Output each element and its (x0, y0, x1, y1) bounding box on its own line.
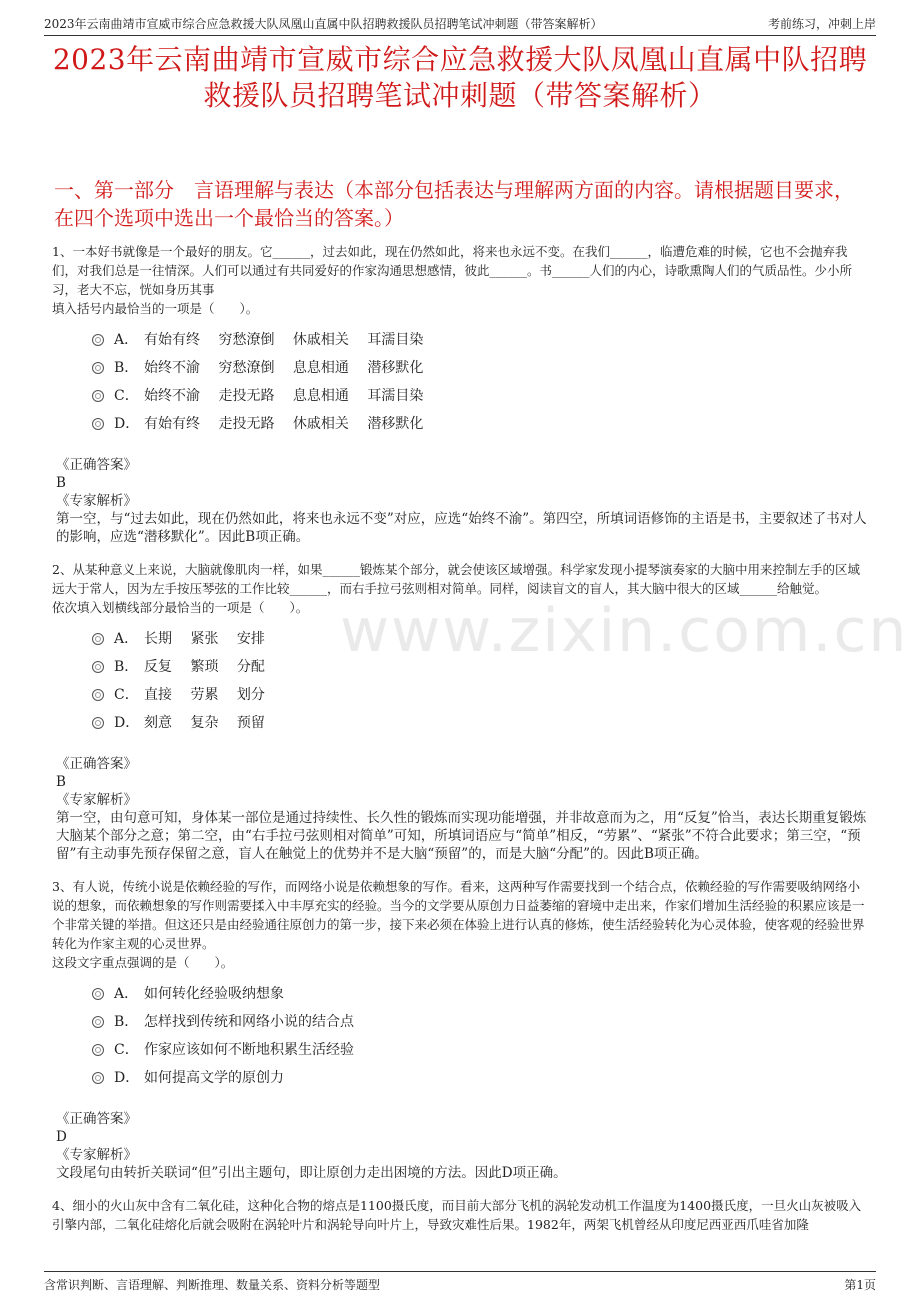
answer-block (56, 456, 868, 546)
option-letter: C． (114, 387, 139, 404)
page-footer (44, 1271, 876, 1294)
option-text: 有始有终 穷愁潦倒 休戚相关 耳濡目染 (144, 331, 424, 348)
answer-block (56, 1110, 868, 1182)
radio-icon[interactable] (92, 689, 104, 701)
option-b[interactable] (92, 354, 868, 382)
radio-icon[interactable] (92, 633, 104, 645)
answer-label: 《正确答案》 (56, 756, 137, 772)
radio-icon[interactable] (92, 661, 104, 673)
radio-icon[interactable] (92, 334, 104, 346)
option-c[interactable] (92, 1036, 868, 1064)
question-prompt: 填入括号内最恰当的一项是（ ）。 (52, 301, 259, 316)
option-d[interactable] (92, 410, 868, 438)
option-d[interactable] (92, 709, 868, 737)
option-text: 直接 劳累 划分 (144, 686, 265, 703)
option-letter: D． (114, 415, 140, 432)
option-c[interactable] (92, 681, 868, 709)
option-text: 如何提高文学的原创力 (144, 1069, 284, 1086)
question-text: 1、一本好书就像是一个最好的朋友。它______，过去如此，现在仍然如此，将来也永远不变。在我们______，临遭危难的时候，它也不会抛弃我们，对我们总是一往情深。人们可以通过有共同爱好的作家沟通思想感情，彼此______。书______人们的内心，诗歌熏陶人们的气质品性。少小所习，老大不忘，恍如身历其事 (52, 244, 853, 297)
question-3 (52, 877, 868, 1182)
option-d[interactable] (92, 1064, 868, 1092)
option-text: 始终不渝 穷愁潦倒 息息相通 潜移默化 (144, 359, 424, 376)
page-number: 第1页 (844, 1277, 876, 1292)
radio-icon[interactable] (92, 390, 104, 402)
answer-block (56, 755, 868, 863)
analysis-text: 第一空，由句意可知，身体某一部位是通过持续性、长久性的锻炼而实现功能增强，并非故意而为之，用“反复”恰当，表达长期重复锻炼大脑某个部分之意；第二空，由“右手拉弓弦则相对简单”可知，所填词语应与“简单”相反，“劳累”、“紧张”不符合此要求；第三空，“预留”有主动事先预存保留之意，盲人在触觉上的优势并不是大脑“预留”的，而是大脑“分配”的。因此B项正确。 (56, 810, 867, 862)
option-letter: A． (114, 985, 139, 1002)
radio-icon[interactable] (92, 988, 104, 1000)
analysis-text: 第一空，与“过去如此，现在仍然如此，将来也永远不变”对应，应选“始终不渝”。第四空，所填词语修饰的主语是书，主要叙述了书对人的影响，应选“潜移默化”。因此B项正确。 (56, 511, 867, 545)
option-letter: B． (114, 1013, 139, 1030)
options-list (92, 326, 868, 438)
question-text: 2、从某种意义上来说，大脑就像肌肉一样，如果______锻炼某个部分，就会使该区域增强。科学家发现小提琴演奏家的大脑中用来控制左手的区域远大于常人，因为左手按压琴弦的工作比较______，而右手拉弓弦则相对简单。同样，阅读盲文的盲人，其大脑中很大的区域______给触觉。 (52, 562, 860, 596)
option-text: 怎样找到传统和网络小说的结合点 (144, 1013, 354, 1030)
question-4 (52, 1196, 868, 1234)
option-text: 有始有终 走投无路 休戚相关 潜移默化 (144, 415, 424, 432)
question-text: 4、细小的火山灰中含有二氧化硅，这种化合物的熔点是1100摄氏度，而目前大部分飞机的涡轮发动机工作温度为1400摄氏度，一旦火山灰被吸入引擎内部，二氧化硅熔化后就会吸附在涡轮叶片和涡轮导向叶片上，导致灾难性后果。1982年，两架飞机曾经从印度尼西亚西爪哇省加隆 (52, 1198, 862, 1232)
option-text: 刻意 复杂 预留 (144, 714, 265, 731)
page-header (44, 10, 876, 36)
answer-label: 《正确答案》 (56, 1111, 137, 1127)
footer-left-text: 含常识判断、言语理解、判断推理、数量关系、资料分析等题型 (44, 1277, 381, 1292)
answer-value: B (56, 774, 66, 790)
question-prompt: 这段文字重点强调的是（ ）。 (52, 955, 234, 970)
answer-value: B (56, 475, 66, 491)
option-text: 反复 繁琐 分配 (144, 658, 265, 675)
option-a[interactable] (92, 980, 868, 1008)
option-letter: D． (114, 1069, 140, 1086)
header-left-text: 2023年云南曲靖市宣威市综合应急救援大队凤凰山直属中队招聘救援队员招聘笔试冲刺题（带答案解析） (44, 17, 603, 31)
option-text: 如何转化经验吸纳想象 (144, 985, 284, 1002)
option-a[interactable] (92, 326, 868, 354)
option-letter: C． (114, 1041, 139, 1058)
answer-value: D (56, 1129, 67, 1145)
option-text: 长期 紧张 安排 (144, 630, 265, 647)
radio-icon[interactable] (92, 418, 104, 430)
question-1 (52, 242, 868, 546)
options-list (92, 980, 868, 1092)
radio-icon[interactable] (92, 1072, 104, 1084)
analysis-text: 文段尾句由转折关联词“但”引出主题句，即让原创力走出困境的方法。因此D项正确。 (56, 1165, 567, 1181)
option-b[interactable] (92, 653, 868, 681)
option-c[interactable] (92, 382, 868, 410)
question-text: 3、有人说，传统小说是依赖经验的写作，而网络小说是依赖想象的写作。看来，这两种写作需要找到一个结合点，依赖经验的写作需要吸纳网络小说的想象，而依赖想象的写作则需要揉入中丰厚充实的经验。当今的文学要从原创力日益萎缩的窘境中走出来，作家们增加生活经验的积累应该是一个非常关键的举措。但这还只是由经验通往原创力的第一步，接下来必须在体验上进行认真的修炼，使生活经验转化为心灵体验，使客观的经验世界转化为作家主观的心灵世界。 (52, 879, 865, 951)
watermark: www.zixin.com.cn (340, 596, 909, 666)
document-title: 2023年云南曲靖市宣威市综合应急救援大队凤凰山直属中队招聘救援队员招聘笔试冲刺题（带答案解析） (52, 43, 868, 112)
option-b[interactable] (92, 1008, 868, 1036)
option-letter: B． (114, 658, 139, 675)
content (52, 242, 868, 1248)
option-letter: B． (114, 359, 139, 376)
options-list (92, 625, 868, 737)
option-letter: D． (114, 714, 140, 731)
option-letter: A． (114, 630, 139, 647)
question-2 (52, 560, 868, 863)
radio-icon[interactable] (92, 362, 104, 374)
analysis-label: 《专家解析》 (56, 792, 137, 808)
option-letter: C． (114, 686, 139, 703)
radio-icon[interactable] (92, 717, 104, 729)
analysis-label: 《专家解析》 (56, 493, 137, 509)
analysis-label: 《专家解析》 (56, 1147, 137, 1163)
section-heading: 一、第一部分 言语理解与表达（本部分包括表达与理解两方面的内容。请根据题目要求，在四个选项中选出一个最恰当的答案。） (54, 178, 854, 230)
radio-icon[interactable] (92, 1044, 104, 1056)
header-right-text: 考前练习，冲刺上岸 (767, 17, 876, 31)
answer-label: 《正确答案》 (56, 457, 137, 473)
option-text: 始终不渝 走投无路 息息相通 耳濡目染 (144, 387, 424, 404)
option-text: 作家应该如何不断地积累生活经验 (144, 1041, 354, 1058)
option-letter: A． (114, 331, 139, 348)
question-prompt: 依次填入划横线部分最恰当的一项是（ ）。 (52, 600, 309, 615)
option-a[interactable] (92, 625, 868, 653)
radio-icon[interactable] (92, 1016, 104, 1028)
